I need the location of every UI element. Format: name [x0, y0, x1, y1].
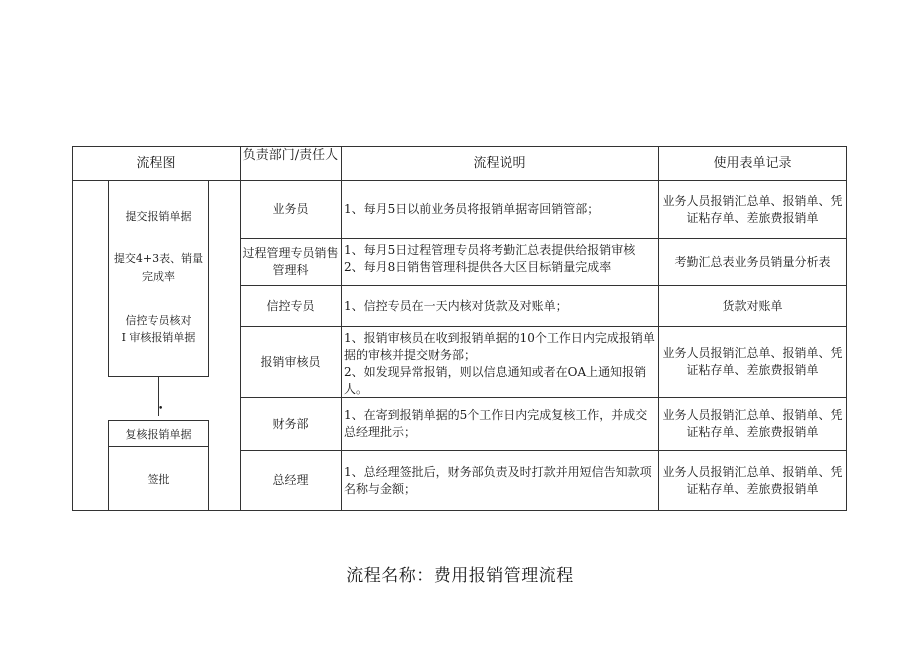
- dept-cell: 业务员: [272, 202, 309, 216]
- header-flowchart: 流程图: [136, 155, 176, 171]
- header-forms: 使用表单记录: [713, 155, 792, 171]
- form-cell: 业务人员报销汇总单、报销单、凭证粘存单、差旅费报销单: [662, 346, 843, 377]
- form-cell: 业务人员报销汇总单、报销单、凭证粘存单、差旅费报销单: [662, 408, 843, 439]
- header-description: 流程说明: [473, 155, 526, 171]
- form-cell: 业务人员报销汇总单、报销单、凭证粘存单、差旅费报销单: [662, 464, 843, 496]
- dept-cell: 总经理: [272, 473, 309, 487]
- flow-step-completion-rate: 完成率: [142, 270, 175, 283]
- dept-cell: 财务部: [272, 416, 309, 431]
- flow-step-audit: I 审核报销单据: [121, 331, 196, 344]
- desc-cell: 1、报销审核员在收到报销单据的10个工作日内完成报销单据的审核并提交财务部； 2、如发现异常报销，则以信息通知或者在OA上通知报销人。: [344, 331, 655, 396]
- desc-cell: 1、总经理签批后，财务部负责及时打款并用短信告知款项名称与金额；: [344, 464, 652, 496]
- dept-cell: 报销审核员: [260, 354, 321, 369]
- desc-cell: 1、在寄到报销单据的5个工作日内完成复核工作，并成交总经理批示；: [344, 408, 648, 439]
- dept-cell: 信控专员: [266, 298, 315, 313]
- table-border-left: [72, 146, 73, 511]
- flow-box-divider: [108, 446, 209, 447]
- process-title: 流程名称：费用报销管理流程: [346, 566, 574, 586]
- flow-step-submit: 提交报销单据: [125, 210, 192, 223]
- flow-connector-mark: •: [158, 404, 164, 414]
- desc-cell: 1、每月5日以前业务员将报销单据寄回销管部；: [344, 202, 600, 216]
- form-cell: 货款对账单: [722, 298, 783, 313]
- header-department: 负责部门/责任人: [242, 148, 339, 163]
- desc-cell: 1、信控专员在一天内核对货款及对账单；: [344, 298, 568, 313]
- flow-step-approve: 签批: [147, 473, 170, 486]
- flow-step-review: 复核报销单据: [125, 428, 192, 441]
- form-cell: 业务人员报销汇总单、报销单、凭证粘存单、差旅费报销单: [662, 193, 843, 225]
- desc-cell: 1、每月5日过程管理专员将考勤汇总表提供给报销审核 2、每月8日销售管理科提供各大区目标销量完成率: [344, 243, 636, 274]
- flow-step-credit-check: 信控专员核对: [125, 314, 192, 327]
- process-table: [72, 146, 847, 511]
- flow-step-submit-sales: 提交4+3表、销量: [113, 252, 204, 265]
- table-border-bottom: [72, 510, 847, 511]
- form-cell: 考勤汇总表业务员销量分析表: [674, 254, 831, 269]
- dept-cell: 过程管理专员销售管理科: [242, 246, 339, 277]
